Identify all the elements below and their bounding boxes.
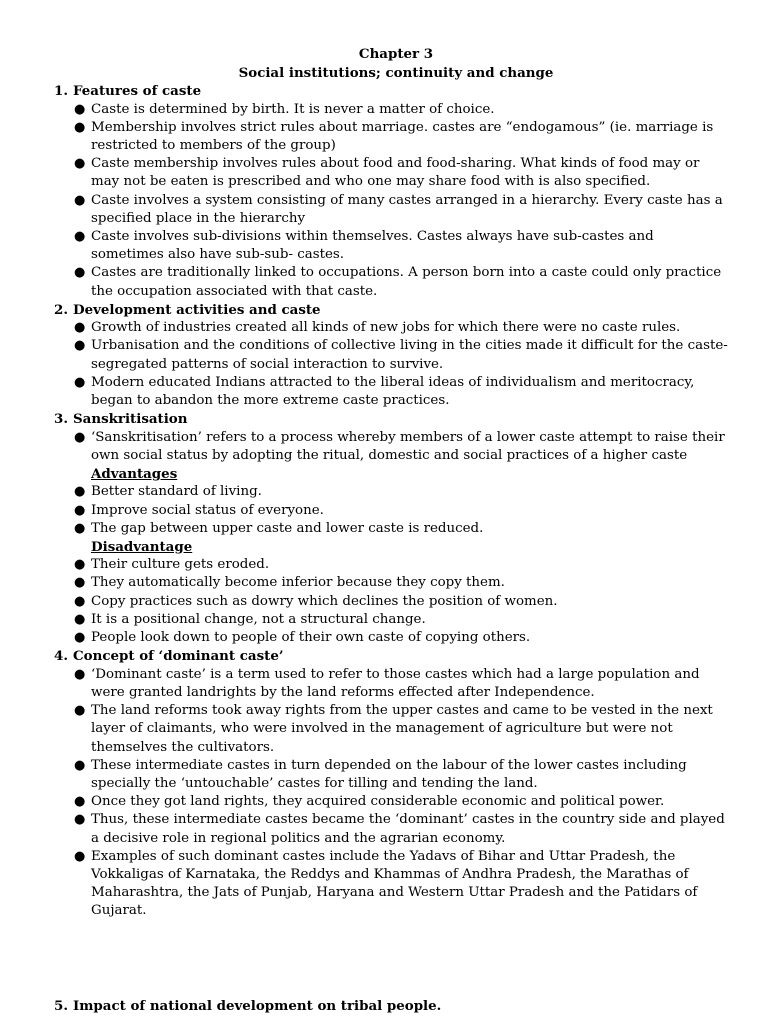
list-item-text: Better standard of living. — [91, 484, 262, 500]
bullet-icon: ● — [74, 666, 86, 682]
list-item — [0, 337, 768, 373]
list-item — [0, 629, 768, 647]
bullet-icon: ● — [74, 629, 86, 645]
bullet-icon: ● — [74, 611, 86, 627]
list-item — [0, 483, 768, 501]
list-item — [0, 228, 768, 264]
section-3-title — [0, 410, 768, 429]
section-3-bullet-list — [0, 429, 768, 465]
list-item — [0, 319, 768, 337]
section-1-title — [0, 82, 768, 101]
list-item — [0, 666, 768, 702]
list-item-text: Castes are traditionally linked to occupations. A person born into a caste could only practice the occupation associated with that caste. — [91, 265, 722, 299]
list-item-text: ‘Sanskritisation’ refers to a process whereby members of a lower caste attempt to raise their own social status by adopting the ritual, domestic and social practices of a higher caste — [91, 429, 725, 463]
section-1-number: 1. — [54, 83, 68, 99]
list-item — [0, 556, 768, 574]
list-item-text: The land reforms took away rights from the upper castes and came to be vested in the next layer of claimants, who were involved in the management of agriculture but were not themselves the cultivators. — [91, 703, 713, 755]
list-item — [0, 101, 768, 119]
advantages-bullet-list — [0, 483, 768, 538]
list-item — [0, 429, 768, 465]
bullet-icon: ● — [74, 228, 86, 244]
bullet-icon: ● — [74, 703, 86, 719]
list-item — [0, 593, 768, 611]
chapter-heading: Chapter 3 — [358, 46, 434, 62]
bullet-icon: ● — [74, 101, 86, 117]
bullet-icon: ● — [74, 757, 86, 773]
section-3-number: 3. — [54, 411, 68, 428]
list-item — [0, 264, 768, 300]
list-item — [0, 611, 768, 629]
list-item — [0, 702, 768, 757]
bullet-icon: ● — [74, 484, 86, 500]
list-item — [0, 374, 768, 410]
bullet-icon: ● — [74, 794, 86, 810]
bullet-icon: ● — [74, 575, 86, 591]
section-5-title-text: Impact of national development on tribal people. — [73, 998, 442, 1014]
bullet-icon: ● — [74, 429, 86, 445]
list-item-text: It is a positional change, not a structural change. — [91, 611, 426, 627]
section-5-number: 5. — [54, 998, 68, 1014]
list-item-text: Caste membership involves rules about food and food-sharing. What kinds of food may or may not be eaten is prescribed and who one may share food with is also specified. — [91, 156, 700, 190]
advantages-subheading: Advantages — [91, 466, 178, 483]
section-2-title-text: Development activities and caste — [73, 301, 321, 318]
list-item-text: Modern educated Indians attracted to the liberal ideas of individualism and meritocracy, began to abandon the more extreme caste practices. — [91, 374, 695, 409]
bullet-icon: ● — [74, 520, 86, 536]
list-item-text: ‘Dominant caste’ is a term used to refer to those castes which had a large population and were granted landrights by the land reforms effected after Independence. — [91, 666, 700, 700]
list-item — [0, 192, 768, 228]
section-2-number: 2. — [54, 301, 68, 318]
section-4-bullet-list — [0, 666, 768, 921]
list-item-text: Caste involves a system consisting of many castes arranged in a hierarchy. Every caste has a specified place in the hierarchy — [91, 192, 723, 226]
list-item-text: People look down to people of their own caste of copying others. — [91, 629, 531, 645]
bullet-icon: ● — [74, 812, 86, 828]
disadvantages-bullet-list — [0, 556, 768, 647]
bullet-icon: ● — [74, 557, 86, 573]
list-item — [0, 155, 768, 191]
section-1-bullet-list — [0, 101, 768, 301]
bullet-icon: ● — [74, 593, 86, 609]
section-2-title — [0, 301, 768, 320]
list-item-text: Thus, these intermediate castes became the ‘dominant’ castes in the country side and played a decisive role in regional politics and the agrarian economy. — [91, 812, 725, 846]
bullet-icon: ● — [74, 320, 86, 336]
list-item-text: Copy practices such as dowry which declines the position of women. — [91, 593, 558, 609]
section-4-title — [0, 647, 768, 666]
list-item-text: Their culture gets eroded. — [91, 557, 270, 573]
section-1-title-text: Features of caste — [73, 83, 202, 99]
disadvantage-subheading: Disadvantage — [91, 538, 193, 555]
list-item — [0, 574, 768, 592]
list-item-text: These intermediate castes in turn depended on the labour of the lower castes including specially the ‘untouchable’ castes for tilling and tending the land. — [91, 757, 687, 791]
section-2-bullet-list — [0, 319, 768, 410]
list-item-text: Growth of industries created all kinds of new jobs for which there were no caste rules. — [91, 320, 681, 336]
list-item-text: They automatically become inferior because they copy them. — [91, 575, 505, 591]
bullet-icon: ● — [74, 156, 86, 172]
list-item — [0, 757, 768, 793]
document-title: Social institutions; continuity and change — [238, 64, 554, 81]
list-item-text: Urbanisation and the conditions of collective living in the cities made it difficult for the caste-segregated patterns of social interaction to survive. — [91, 338, 728, 372]
bullet-icon: ● — [74, 192, 86, 208]
bullet-icon: ● — [74, 502, 86, 518]
bullet-icon: ● — [74, 265, 86, 281]
section-3-title-text: Sanskritisation — [73, 411, 188, 428]
bullet-icon: ● — [74, 119, 86, 135]
list-item-text: Once they got land rights, they acquired considerable economic and political power. — [91, 794, 665, 810]
list-item — [0, 811, 768, 847]
list-item — [0, 848, 768, 921]
list-item-text: Caste is determined by birth. It is never a matter of choice. — [91, 101, 495, 117]
list-item-text: Examples of such dominant castes include the Yadavs of Bihar and Uttar Pradesh, the Vokkaligas of Karnataka, the Reddys and Khammas of Andhra Pradesh, the Marathas of Maharashtra, the Jats of Punjab, Haryana and Western Uttar Pradesh and the Patidars of Gujarat. — [91, 848, 698, 919]
list-item-text: The gap between upper caste and lower caste is reduced. — [91, 520, 484, 536]
section-4-title-text: Concept of ‘dominant caste’ — [73, 648, 284, 665]
list-item-text: Caste involves sub-divisions within themselves. Castes always have sub-castes and sometimes also have sub-sub- castes. — [91, 228, 654, 263]
section-4-number: 4. — [54, 648, 68, 665]
list-item — [0, 520, 768, 538]
list-item-text: Improve social status of everyone. — [91, 502, 324, 518]
section-5-title — [0, 997, 768, 1016]
list-item — [0, 502, 768, 520]
list-item-text: Membership involves strict rules about marriage. castes are “endogamous” (ie. marriage is restricted to members of the group) — [91, 119, 714, 153]
list-item — [0, 793, 768, 811]
list-item — [0, 119, 768, 155]
bullet-icon: ● — [74, 338, 86, 354]
bullet-icon: ● — [74, 374, 86, 390]
bullet-icon: ● — [74, 848, 86, 864]
